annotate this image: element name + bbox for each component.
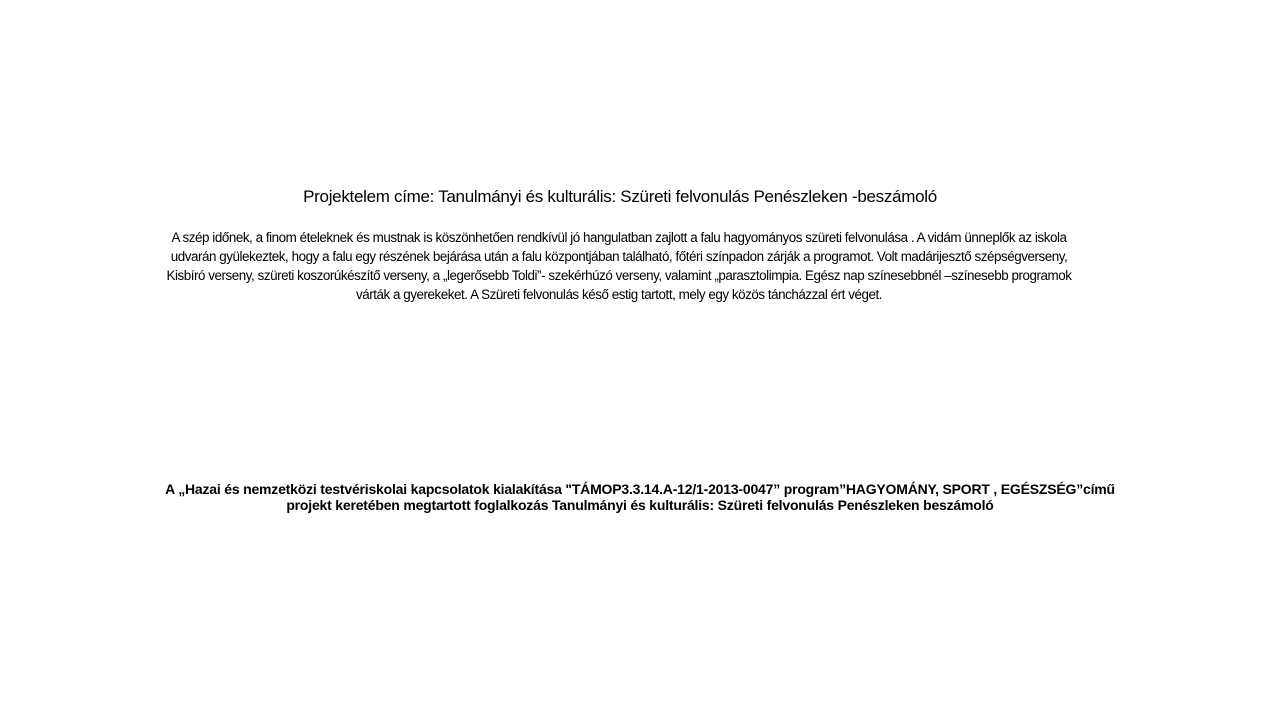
slide-title: Projektelem címe: Tanulmányi és kulturális: Szüreti felvonulás Penészleken -beszámoló	[303, 187, 937, 206]
slide-body-text: A szép időnek, a finom ételeknek és mustnak is köszönhetően rendkívül jó hangulatban zajlott a falu hagyományos szüreti felvonulása . A vidám ünneplők az iskola udvarán gyülekeztek, hogy a falu egy részének bejárása után a falu központjában található, főtéri színpadon zárják a programot. Volt madárijesztő szépségverseny, Kisbíró verseny, szüreti koszorúkészítő verseny, a „legerősebb Toldi”- szekérhúzó verseny, valamint „parasztolimpia. Egész nap színesebbnél –színesebb programok várták a gyerekeket. A Szüreti felvonulás késő estig tartott, mely egy közös táncházzal ért véget.	[166, 230, 1072, 302]
slide-footer-text: A „Hazai és nemzetközi testvériskolai kapcsolatok kialakítása "TÁMOP3.3.14.A-12/1-2013-0047” program”HAGYOMÁNY, SPORT , EGÉSZSÉG”című projekt keretében megtartott foglalkozás Tanulmányi és kulturális: Szüreti felvonulás Penészleken beszámoló	[165, 481, 1115, 513]
